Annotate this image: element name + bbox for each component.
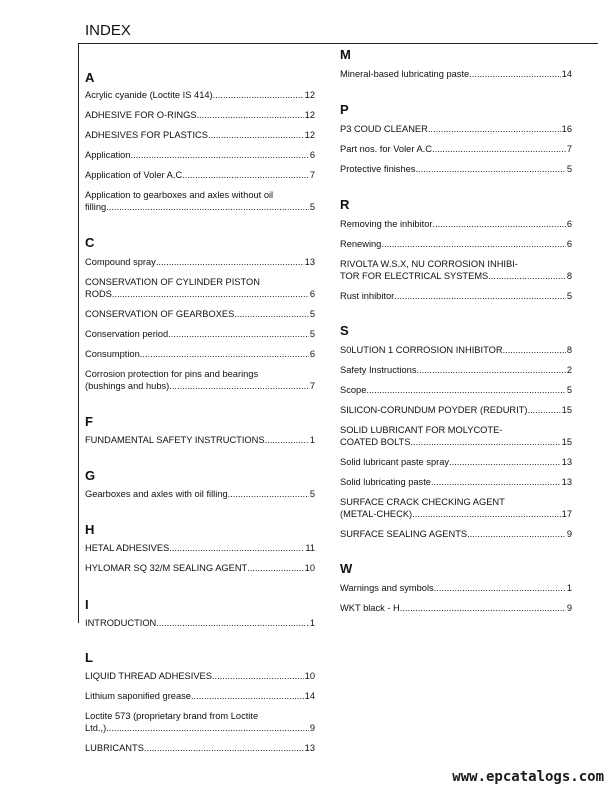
dot-leader: [168, 329, 309, 341]
section-letter-w: W: [340, 561, 353, 576]
entry-text: LIQUID THREAD ADHESIVES: [85, 671, 212, 681]
index-entry[interactable]: [85, 435, 315, 447]
index-entry[interactable]: [340, 345, 572, 357]
page-number: 5: [566, 385, 572, 395]
dot-leader: [416, 365, 565, 377]
page-number: 5: [566, 291, 572, 301]
entry-text: Conservation period: [85, 329, 169, 339]
entry-text: Solid lubricant paste spray: [340, 457, 450, 467]
page-number: 8: [566, 270, 572, 281]
page-number: 9: [566, 603, 572, 613]
dot-leader: [434, 583, 566, 595]
index-entry[interactable]: [340, 259, 572, 282]
index-entry[interactable]: [85, 369, 315, 392]
index-entry[interactable]: [340, 457, 572, 469]
page-number: 7: [309, 170, 315, 180]
entry-text: CONSERVATION OF CYLINDER PISTON: [85, 277, 260, 287]
entry-text: Protective finishes: [340, 164, 416, 174]
index-entry[interactable]: [85, 691, 315, 703]
index-entry[interactable]: [85, 130, 315, 142]
entry-text: Gearboxes and axles with oil filling: [85, 489, 228, 499]
index-entry[interactable]: [85, 170, 315, 182]
entry-text: Mineral-based lubricating paste: [340, 69, 470, 79]
page-number: 10: [304, 563, 315, 573]
index-entry[interactable]: [340, 603, 572, 615]
index-entry[interactable]: [340, 405, 572, 417]
entry-text: Rust inhibitor: [340, 291, 395, 301]
section-letter-p: P: [340, 102, 349, 117]
dot-leader: [428, 124, 561, 136]
page-number: 5: [309, 489, 315, 499]
section-letter-h: H: [85, 522, 95, 537]
entry-text: RIVOLTA W.S.X, NU CORROSION INHIBI-: [340, 259, 518, 269]
dot-leader: [169, 381, 309, 393]
dot-leader: [213, 90, 304, 102]
dot-leader: [228, 489, 309, 501]
entry-text: Application: [85, 150, 131, 160]
entry-text: TOR FOR ELECTRICAL SYSTEMS: [340, 270, 489, 281]
section-letter-s: S: [340, 323, 349, 338]
index-entry[interactable]: [85, 711, 315, 734]
entry-text: Scope: [340, 385, 367, 395]
dot-leader: [469, 69, 560, 81]
page-number: 11: [305, 543, 315, 553]
entry-text: HETAL ADHESIVES: [85, 543, 170, 553]
index-entry[interactable]: [340, 497, 572, 520]
page-number: 1: [566, 583, 572, 593]
dot-leader: [212, 671, 304, 683]
dot-leader: [528, 405, 561, 417]
page-number: 17: [561, 508, 572, 519]
dot-leader: [191, 691, 304, 703]
page-number: 8: [566, 345, 572, 355]
page-number: 9: [309, 722, 315, 733]
entry-text: CONSERVATION OF GEARBOXES: [85, 309, 235, 319]
entry-text: COATED BOLTS: [340, 436, 411, 447]
entry-text: Application of Voler A.C.: [85, 170, 185, 180]
dot-leader: [140, 349, 309, 361]
index-entry[interactable]: [85, 309, 315, 321]
entry-text: INTRODUCTION: [85, 618, 157, 628]
index-entry[interactable]: [340, 144, 572, 156]
page-number: 6: [566, 239, 572, 249]
index-entry[interactable]: [340, 219, 572, 231]
index-entry[interactable]: [85, 543, 315, 555]
dot-leader: [197, 110, 304, 122]
entry-text: ADHESIVE FOR O-RINGS: [85, 110, 197, 120]
entry-text: Ltd.,): [85, 722, 107, 733]
page-number: 14: [304, 691, 315, 701]
entry-text: Application to gearboxes and axles without oil: [85, 190, 274, 200]
page-number: 5: [309, 201, 315, 212]
section-letter-f: F: [85, 414, 93, 429]
dot-leader: [400, 603, 566, 615]
index-entry[interactable]: [85, 150, 315, 162]
entry-text: Consumption: [85, 349, 140, 359]
page-number: 13: [561, 477, 572, 487]
entry-text: Renewing: [340, 239, 382, 249]
dot-leader: [112, 289, 309, 301]
page-number: 6: [309, 150, 315, 160]
dot-leader: [394, 291, 566, 303]
index-entry[interactable]: [85, 190, 315, 213]
index-entry[interactable]: [340, 69, 572, 81]
page-number: 15: [561, 436, 572, 447]
entry-text: (bushings and hubs): [85, 380, 170, 391]
title-rule: [78, 43, 598, 44]
page-number: 13: [561, 457, 572, 467]
dot-leader: [435, 144, 566, 156]
index-entry[interactable]: [340, 385, 572, 397]
page-number: 7: [566, 144, 572, 154]
index-entry[interactable]: [85, 349, 315, 361]
entry-text: Lithium saponified grease: [85, 691, 191, 701]
dot-leader: [130, 150, 308, 162]
index-entry[interactable]: [340, 124, 572, 136]
dot-leader: [156, 257, 304, 269]
entry-text: SILICON-CORUNDUM POYDER (REDURIT): [340, 405, 528, 415]
dot-leader: [488, 271, 566, 283]
section-letter-m: M: [340, 47, 351, 62]
dot-leader: [366, 385, 565, 397]
entry-text: SOLID LUBRICANT FOR MOLYCOTE-: [340, 425, 503, 435]
dot-leader: [412, 509, 561, 521]
dot-leader: [106, 202, 309, 214]
index-entry[interactable]: [85, 257, 315, 269]
page-number: 5: [309, 309, 315, 319]
page-number: 13: [304, 257, 315, 267]
dot-leader: [431, 477, 561, 489]
dot-leader: [433, 219, 566, 231]
dot-leader: [106, 723, 309, 735]
dot-leader: [449, 457, 561, 469]
section-letter-l: L: [85, 650, 93, 665]
entry-text: Warnings and symbols: [340, 583, 434, 593]
left-margin-rule: [78, 43, 79, 623]
entry-text: filling: [85, 201, 107, 212]
dot-leader: [503, 345, 566, 357]
dot-leader: [410, 437, 560, 449]
index-entry[interactable]: [85, 671, 315, 683]
page-number: 14: [561, 69, 572, 79]
dot-leader: [467, 529, 566, 541]
dot-leader: [247, 563, 303, 575]
entry-text: Safety Instructions: [340, 365, 417, 375]
dot-leader: [415, 164, 565, 176]
section-letter-c: C: [85, 235, 95, 250]
index-entry[interactable]: [340, 365, 572, 377]
page-number: 6: [309, 349, 315, 359]
entry-text: ADHESIVES FOR PLASTICS: [85, 130, 208, 140]
index-entry[interactable]: [85, 563, 315, 575]
page-number: 15: [561, 405, 572, 415]
page-number: 6: [309, 288, 315, 299]
page-number: 9: [566, 529, 572, 539]
index-entry[interactable]: [340, 291, 572, 303]
section-letter-i: I: [85, 597, 89, 612]
page-number: 1: [309, 618, 315, 628]
section-letter-g: G: [85, 468, 96, 483]
entry-text: S0LUTION 1 CORROSION INHIBITOR: [340, 345, 503, 355]
entry-text: Solid lubricating paste: [340, 477, 431, 487]
watermark: www.epcatalogs.com: [452, 769, 604, 785]
entry-text: Part nos. for Voler A.C.: [340, 144, 435, 154]
dot-leader: [144, 743, 304, 755]
page-number: 5: [566, 164, 572, 174]
page-number: 12: [304, 110, 315, 120]
index-entry[interactable]: [85, 110, 315, 122]
page-number: 7: [309, 380, 315, 391]
dot-leader: [156, 618, 309, 630]
index-entry[interactable]: [85, 90, 315, 102]
index-entry[interactable]: [85, 277, 315, 300]
entry-text: Removing the inhibitor: [340, 219, 433, 229]
dot-leader: [169, 543, 304, 555]
page-title: INDEX: [85, 22, 131, 39]
entry-text: Acrylic cyanide (Loctite IS 414): [85, 90, 213, 100]
page-number: 6: [566, 219, 572, 229]
entry-text: Corrosion protection for pins and bearings: [85, 369, 259, 379]
index-entry[interactable]: [85, 618, 315, 630]
page-number: 12: [304, 90, 315, 100]
dot-leader: [208, 130, 304, 142]
page-number: 1: [309, 435, 315, 445]
page-number: 16: [561, 124, 572, 134]
entry-text: SURFACE CRACK CHECKING AGENT: [340, 497, 505, 507]
entry-text: HYLOMAR SQ 32/M SEALING AGENT: [85, 563, 248, 573]
index-entry[interactable]: [340, 239, 572, 251]
index-entry[interactable]: [340, 477, 572, 489]
entry-text: LUBRICANTS: [85, 743, 144, 753]
section-letter-r: R: [340, 197, 350, 212]
index-entry[interactable]: [340, 425, 572, 448]
entry-text: Compound spray: [85, 257, 156, 267]
page-number: 12: [304, 130, 315, 140]
index-entry[interactable]: [340, 583, 572, 595]
index-entry[interactable]: [85, 329, 315, 341]
entry-text: WKT black - H: [340, 603, 400, 613]
page-number: 10: [304, 671, 315, 681]
page-number: 5: [309, 329, 315, 339]
dot-leader: [265, 435, 309, 447]
entry-text: Loctite 573 (proprietary brand from Loctite: [85, 711, 259, 721]
section-letter-a: A: [85, 70, 95, 85]
page-number: 13: [304, 743, 315, 753]
page-number: 2: [566, 365, 572, 375]
entry-text: SURFACE SEALING AGENTS: [340, 529, 468, 539]
dot-leader: [185, 170, 309, 182]
index-entry[interactable]: [340, 529, 572, 541]
index-entry[interactable]: [85, 743, 315, 755]
index-entry[interactable]: [85, 489, 315, 501]
index-entry[interactable]: [340, 164, 572, 176]
entry-text: FUNDAMENTAL SAFETY INSTRUCTIONS: [85, 435, 265, 445]
entry-text: (METAL-CHECK): [340, 508, 413, 519]
dot-leader: [234, 309, 309, 321]
entry-text: P3 COUD CLEANER: [340, 124, 428, 134]
entry-text: RODS: [85, 288, 112, 299]
dot-leader: [381, 239, 565, 251]
